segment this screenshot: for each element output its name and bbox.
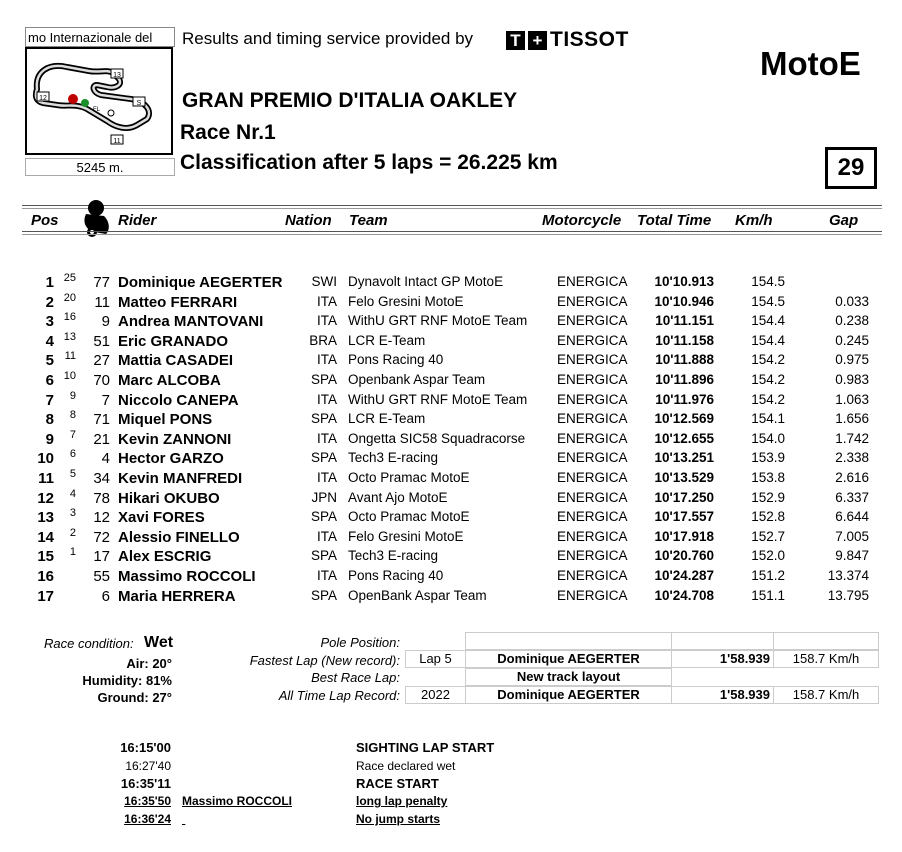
motorcycle: ENERGICA: [557, 568, 628, 583]
circuit-length: 5245 m.: [25, 158, 175, 176]
gap: 0.245: [835, 332, 869, 348]
humidity: Humidity: 81%: [82, 673, 172, 688]
timeline-event: RACE START: [356, 776, 439, 791]
grid-position: 5: [69, 468, 76, 480]
gap: 7.005: [835, 528, 869, 544]
rider-name: Andrea MANTOVANI: [118, 313, 264, 331]
gap: 1.656: [835, 411, 869, 427]
table-row: [0, 389, 902, 412]
motorcycle: ENERGICA: [557, 313, 628, 329]
position: 4: [45, 332, 54, 350]
grid-position: 6: [69, 448, 76, 461]
rider-number: 27: [93, 352, 110, 370]
total-time: 10'17.250: [654, 489, 714, 505]
race-number: Race Nr.1: [180, 121, 276, 144]
rider-name: Matteo FERRARI: [118, 293, 238, 311]
total-time: 10'11.888: [655, 352, 714, 368]
grid-position: 9: [69, 389, 76, 402]
pole-speed-cell: [773, 632, 879, 650]
timeline-event: SIGHTING LAP START: [356, 740, 495, 755]
total-time: 10'12.569: [654, 411, 714, 427]
speed-kmh: 154.4: [751, 332, 785, 348]
speed-kmh: 153.8: [751, 470, 785, 485]
timeline-time: 16:27'40: [125, 759, 171, 773]
grid-position: 4: [69, 487, 76, 500]
circuit-map: [25, 47, 173, 155]
rider-name: Miquel PONS: [118, 411, 213, 429]
speed-kmh: 154.2: [751, 391, 785, 407]
position: 17: [37, 587, 54, 605]
table-row: [0, 372, 902, 392]
map-label-13: 13: [113, 72, 121, 79]
position: 13: [37, 509, 54, 527]
grid-position: 3: [69, 507, 76, 520]
pole-time-cell: [671, 632, 774, 650]
col-motorcycle: Motorcycle: [542, 212, 622, 229]
all-time-time: 1'58.939: [671, 686, 774, 704]
nation: SPA: [310, 411, 337, 427]
position: 8: [45, 411, 54, 429]
position: 7: [45, 391, 54, 409]
rider-number: 6: [101, 587, 110, 605]
table-row: [0, 411, 902, 431]
nation: SPA: [310, 372, 337, 387]
table-row: [0, 450, 902, 470]
speed-kmh: 151.2: [751, 568, 785, 583]
grid-position: 10: [63, 370, 76, 382]
motorcycle: ENERGICA: [557, 489, 628, 505]
col-pos: Pos: [31, 212, 59, 229]
header-divider: [22, 205, 882, 206]
team: LCR E-Team: [348, 332, 426, 348]
motorcycle: ENERGICA: [557, 352, 628, 368]
team: Felo Gresini MotoE: [348, 293, 464, 309]
nation: SPA: [310, 450, 337, 466]
gap: 9.847: [835, 548, 869, 564]
col-total-time: Total Time: [637, 212, 712, 229]
timeline-event: long lap penalty: [356, 794, 448, 808]
motorcycle: ENERGICA: [557, 274, 628, 289]
nation: ITA: [317, 528, 337, 544]
position: 16: [37, 568, 54, 585]
nation: SWI: [311, 274, 337, 289]
rider-number: 51: [93, 332, 110, 350]
speed-kmh: 154.2: [751, 352, 785, 368]
team: LCR E-Team: [348, 411, 426, 427]
team: Dynavolt Intact GP MotoE: [348, 274, 504, 289]
speed-kmh: 154.5: [751, 293, 785, 309]
ground-temp: Ground: 27°: [97, 690, 172, 705]
rider-name: Xavi FORES: [118, 509, 205, 527]
total-time: 10'12.655: [654, 430, 714, 446]
total-time: 10'11.976: [655, 391, 714, 407]
rider-number: 11: [94, 293, 110, 311]
motorcycle: ENERGICA: [557, 587, 628, 603]
rider-number: 34: [93, 470, 110, 487]
gap: 6.337: [835, 489, 869, 505]
header-divider: [22, 208, 882, 209]
nation: ITA: [317, 352, 337, 368]
classification-title: Classification after 5 laps = 26.225 km: [180, 151, 558, 174]
position: 9: [45, 430, 54, 448]
col-kmh: Km/h: [735, 212, 773, 229]
motorcycle: ENERGICA: [557, 372, 628, 387]
all-time-rider: Dominique AEGERTER: [465, 686, 672, 704]
total-time: 10'11.158: [655, 332, 714, 348]
air-temp: Air: 20°: [126, 656, 172, 671]
total-time: 10'13.529: [654, 470, 714, 485]
grid-position: 7: [69, 428, 76, 441]
timeline-time: 16:35'11: [120, 776, 171, 791]
rider-name: Kevin MANFREDI: [118, 470, 243, 487]
page-number: 29: [825, 147, 877, 189]
rider-name: Alex ESCRIG: [118, 548, 212, 566]
rider-number: 17: [93, 548, 110, 566]
motorcycle: ENERGICA: [557, 332, 628, 348]
gap: 0.238: [835, 313, 869, 329]
race-condition-value: Wet: [144, 634, 174, 651]
total-time: 10'10.913: [654, 274, 714, 289]
rider-name: Marc ALCOBA: [118, 372, 221, 389]
category-title: MotoE: [760, 45, 861, 82]
motorcycle: ENERGICA: [557, 509, 628, 525]
motorcycle: ENERGICA: [557, 528, 628, 544]
speed-kmh: 154.1: [751, 411, 785, 427]
grid-position: 11: [64, 350, 76, 363]
nation: SPA: [310, 509, 337, 525]
pole-rider-cell: [465, 632, 672, 650]
speed-kmh: 154.4: [751, 313, 785, 329]
timing-credit: Results and timing service provided by: [182, 29, 474, 48]
tissot-wordmark: TISSOT: [550, 28, 629, 51]
rider-number: 9: [101, 313, 110, 331]
total-time: 10'17.557: [654, 509, 714, 525]
gap: 0.033: [835, 293, 869, 309]
position: 15: [37, 548, 54, 566]
rider-name: Dominique AEGERTER: [118, 274, 283, 291]
circuit-name: mo Internazionale del: [25, 27, 175, 47]
team: Avant Ajo MotoE: [348, 489, 448, 505]
timeline-time: 16:15'00: [120, 740, 171, 755]
team: Ongetta SIC58 Squadracorse: [348, 430, 526, 446]
timeline-rider: Massimo ROCCOLI: [182, 794, 293, 808]
team: Openbank Aspar Team: [348, 372, 486, 387]
total-time: 10'13.251: [654, 450, 714, 466]
position: 1: [45, 274, 54, 291]
grid-position: 20: [63, 291, 76, 304]
nation: JPN: [311, 489, 337, 505]
total-time: 10'20.760: [654, 548, 714, 564]
table-row: [0, 313, 902, 333]
pole-label: Pole Position:: [320, 635, 400, 650]
rider-name: Hikari OKUBO: [118, 489, 220, 507]
table-row: [0, 588, 902, 608]
speed-kmh: 152.8: [751, 509, 785, 525]
team: OpenBank Aspar Team: [348, 587, 487, 603]
all-time-record-label: All Time Lap Record:: [278, 688, 400, 703]
col-team: Team: [349, 212, 388, 229]
motorcycle: ENERGICA: [557, 450, 628, 466]
fastest-lap-rider: Dominique AEGERTER: [465, 650, 672, 668]
gap: 2.616: [835, 470, 869, 485]
best-race-lap-label: Best Race Lap:: [311, 670, 400, 685]
speed-kmh: 152.9: [751, 489, 785, 505]
swiss-cross-icon: +: [528, 31, 547, 50]
grid-position: 8: [69, 409, 76, 422]
nation: ITA: [317, 391, 337, 407]
position: 5: [45, 352, 54, 370]
table-row: [0, 548, 902, 568]
best-race-lap-value: New track layout: [465, 668, 672, 686]
total-time: 10'24.287: [654, 568, 714, 583]
all-time-year: 2022: [405, 686, 466, 704]
table-row: [0, 352, 902, 372]
fastest-lap-label: Fastest Lap (New record):: [249, 653, 400, 668]
timeline-time: 16:36'24: [124, 812, 171, 826]
fastest-lap-time: 1'58.939: [671, 650, 774, 668]
table-row: [0, 274, 902, 294]
position: 12: [37, 489, 54, 507]
position: 10: [37, 450, 54, 468]
circuit-layout-icon: [27, 49, 171, 153]
fastest-lap-number: Lap 5: [405, 650, 466, 668]
position: 6: [45, 372, 54, 389]
table-row: [0, 568, 902, 588]
grid-position: 1: [69, 546, 76, 559]
map-label-fl: FL: [93, 107, 101, 113]
rider-number: 21: [93, 430, 110, 448]
rider-number: 12: [93, 509, 110, 527]
table-row: [0, 526, 902, 549]
team: Octo Pramac MotoE: [348, 470, 470, 485]
rider-name: Eric GRANADO: [118, 332, 229, 350]
rider-number: 4: [101, 450, 110, 468]
gap: 1.063: [835, 391, 869, 407]
gap: 13.795: [827, 587, 869, 603]
rider-name: Niccolo CANEPA: [118, 391, 239, 409]
rider-number: 78: [93, 489, 110, 507]
gap: 0.983: [835, 372, 869, 387]
motorcycle: ENERGICA: [557, 430, 628, 446]
team: Pons Racing 40: [348, 568, 444, 583]
nation: ITA: [317, 313, 337, 329]
rider-name: Kevin ZANNONI: [118, 430, 232, 448]
nation: ITA: [317, 430, 337, 446]
rider-name: Maria HERRERA: [118, 587, 236, 605]
rider-number: 72: [93, 528, 110, 546]
team: Tech3 E-racing: [348, 548, 439, 564]
team: Octo Pramac MotoE: [348, 509, 470, 525]
nation: SPA: [310, 548, 337, 564]
nation: ITA: [317, 568, 337, 583]
gap: 6.644: [835, 509, 869, 525]
map-label-12: 12: [39, 95, 47, 102]
total-time: 10'11.151: [655, 313, 714, 329]
team: WithU GRT RNF MotoE Team: [348, 313, 528, 329]
timeline-rider: [182, 812, 185, 826]
timeline-event: No jump starts: [356, 812, 441, 826]
position: 2: [45, 293, 54, 311]
table-row: [0, 330, 902, 353]
col-gap: Gap: [829, 212, 859, 229]
speed-kmh: 154.2: [751, 372, 785, 387]
header-divider: [22, 234, 882, 235]
total-time: 10'11.896: [655, 372, 714, 387]
team: Tech3 E-racing: [348, 450, 439, 466]
speed-kmh: 152.7: [751, 528, 785, 544]
event-name: GRAN PREMIO D'ITALIA OAKLEY: [182, 89, 518, 112]
table-row: [0, 470, 902, 490]
team: Felo Gresini MotoE: [348, 528, 464, 544]
speed-kmh: 153.9: [751, 450, 785, 466]
speed-kmh: 154.5: [751, 274, 785, 289]
timeline-event: Race declared wet: [356, 759, 456, 773]
table-row: [0, 487, 902, 510]
motorcycle: ENERGICA: [557, 411, 628, 427]
gap: 2.338: [835, 450, 869, 466]
position: 3: [45, 313, 54, 331]
gap: 13.374: [827, 568, 869, 583]
total-time: 10'10.946: [654, 293, 714, 309]
map-label-s: S: [136, 100, 142, 107]
position: 14: [37, 528, 54, 546]
total-time: 10'17.918: [654, 528, 714, 544]
motorcycle: ENERGICA: [557, 470, 628, 485]
table-row: [0, 509, 902, 529]
nation: SPA: [310, 587, 337, 603]
tissot-logo: [506, 28, 629, 52]
grid-position: 16: [63, 311, 76, 324]
rider-name: Hector GARZO: [118, 450, 224, 468]
team: Pons Racing 40: [348, 352, 444, 368]
rider-helmet-icon: [80, 198, 114, 243]
rider-number: 71: [93, 411, 110, 429]
rider-name: Massimo ROCCOLI: [118, 568, 256, 585]
table-row: [0, 428, 902, 451]
rider-name: Mattia CASADEI: [118, 352, 234, 370]
swiss-cross-icon: T: [506, 31, 525, 50]
map-label-11: 11: [113, 138, 121, 145]
grid-position: 13: [63, 330, 76, 343]
rider-number: 70: [93, 372, 110, 389]
motorcycle: ENERGICA: [557, 391, 628, 407]
speed-kmh: 152.0: [751, 548, 785, 564]
rider-name: Alessio FINELLO: [118, 528, 240, 546]
grid-position: 25: [63, 272, 76, 284]
motorcycle: ENERGICA: [557, 548, 628, 564]
gap: 1.742: [835, 430, 869, 446]
fastest-lap-speed: 158.7 Km/h: [773, 650, 879, 668]
nation: ITA: [317, 293, 337, 309]
finish-marker-icon: [81, 99, 89, 107]
grid-position: 2: [69, 526, 76, 539]
all-time-speed: 158.7 Km/h: [773, 686, 879, 704]
rider-number: 55: [93, 568, 110, 585]
header-divider: [22, 231, 882, 232]
nation: ITA: [317, 470, 337, 485]
table-row: [0, 291, 902, 314]
start-marker-icon: [68, 94, 78, 104]
motorcycle: ENERGICA: [557, 293, 628, 309]
col-nation: Nation: [285, 212, 332, 229]
timeline-time: 16:35'50: [124, 794, 171, 808]
team: WithU GRT RNF MotoE Team: [348, 391, 528, 407]
race-condition-label: Race condition:: [44, 636, 134, 651]
total-time: 10'24.708: [654, 587, 714, 603]
speed-kmh: 151.1: [751, 587, 785, 603]
position: 11: [38, 470, 54, 487]
rider-number: 77: [93, 274, 110, 291]
col-rider: Rider: [118, 212, 157, 229]
speed-kmh: 154.0: [751, 430, 785, 446]
gap: 0.975: [835, 352, 869, 368]
rider-number: 7: [101, 391, 110, 409]
nation: BRA: [309, 332, 337, 348]
